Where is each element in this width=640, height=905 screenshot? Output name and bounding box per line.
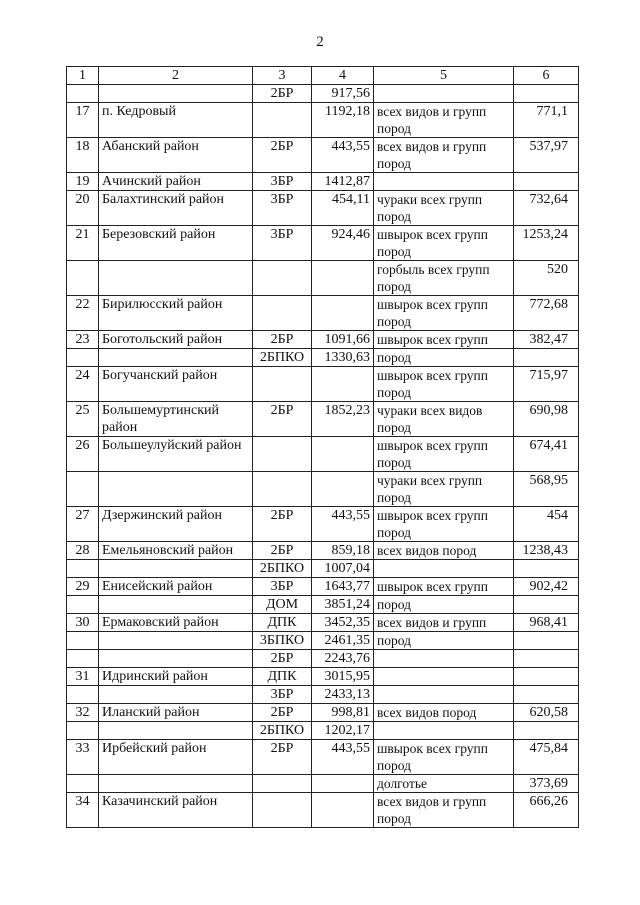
table-cell-c1: 33 [67,740,99,775]
header-cell: 4 [312,67,374,85]
table-row [67,560,579,578]
table-cell-c6 [514,85,579,103]
table-cell-c6: 771,1 [514,103,579,138]
table-cell-c2: Большемуртинский район [99,402,253,437]
table-cell-c2: Богучанский район [99,367,253,402]
table-cell-c3: 2БР [253,331,312,349]
table-cell-c3 [253,793,312,828]
table-cell-c1: 25 [67,402,99,437]
table-cell-c3: 3БР [253,173,312,191]
table-cell-c6: 520 [514,261,579,296]
table-cell-c4 [312,367,374,402]
table-cell-c1: 28 [67,542,99,560]
table-cell-c3: 2БПКО [253,560,312,578]
table-cell-c1: 21 [67,226,99,261]
table-row [67,632,579,650]
table-cell-c5: швырок всех групп пород [374,296,514,331]
table-cell-c4 [312,775,374,793]
table-cell-c3: 2БР [253,85,312,103]
tariff-table [66,66,579,828]
table-cell-c5 [374,173,514,191]
header-cell: 2 [99,67,253,85]
table-cell-c2 [99,686,253,704]
table-cell-c4: 917,56 [312,85,374,103]
table-cell-c1 [67,261,99,296]
table-cell-c4: 443,55 [312,740,374,775]
table-cell-c4: 443,55 [312,507,374,542]
header-cell: 5 [374,67,514,85]
table-cell-c6: 568,95 [514,472,579,507]
table-row [67,296,579,331]
table-cell-c4: 1852,23 [312,402,374,437]
table-cell-c6: 537,97 [514,138,579,173]
table-cell-c5: швырок всех групп пород [374,437,514,472]
table-cell-c1: 17 [67,103,99,138]
table-cell-c3: 2БПКО [253,349,312,367]
table-cell-c5: швырок всех групп пород [374,507,514,542]
table-cell-c1: 27 [67,507,99,542]
table-row [67,686,579,704]
table-row [67,614,579,632]
table-cell-c2: Иланский район [99,704,253,722]
table-cell-c6: 690,98 [514,402,579,437]
table-row [67,704,579,722]
table-cell-c4: 3015,95 [312,668,374,686]
table-cell-c5: пород [374,596,514,614]
table-cell-c1: 24 [67,367,99,402]
table-cell-c5: чураки всех групп пород [374,472,514,507]
table-cell-c2: Большеулуйский район [99,437,253,472]
table-cell-c6: 772,68 [514,296,579,331]
table-cell-c6: 1238,43 [514,542,579,560]
table-cell-c6: 968,41 [514,614,579,632]
table-cell-c1: 34 [67,793,99,828]
table-cell-c3: 3БР [253,226,312,261]
table-cell-c3: 2БПКО [253,722,312,740]
table-cell-c1: 18 [67,138,99,173]
table-cell-c5: долготье [374,775,514,793]
table-cell-c3 [253,472,312,507]
table-cell-c4: 2433,13 [312,686,374,704]
table-cell-c2: Емельяновский район [99,542,253,560]
table-row [67,775,579,793]
table-cell-c4 [312,793,374,828]
table-cell-c6: 620,58 [514,704,579,722]
table-cell-c6 [514,349,579,367]
table-cell-c6 [514,596,579,614]
table-cell-c1 [67,632,99,650]
table-cell-c2: Березовский район [99,226,253,261]
table-cell-c6: 1253,24 [514,226,579,261]
table-cell-c6: 382,47 [514,331,579,349]
table-cell-c5: всех видов пород [374,704,514,722]
table-cell-c1 [67,349,99,367]
table-cell-c2: Дзержинский район [99,507,253,542]
table-cell-c5: швырок всех групп [374,331,514,349]
table-cell-c5: швырок всех групп пород [374,740,514,775]
table-cell-c6 [514,632,579,650]
table-row [67,226,579,261]
table-cell-c5: пород [374,349,514,367]
table-cell-c3: 2БР [253,138,312,173]
table-cell-c2: Ермаковский район [99,614,253,632]
table-cell-c4: 2461,35 [312,632,374,650]
table-cell-c3 [253,261,312,296]
table-cell-c1 [67,472,99,507]
table-cell-c5: чураки всех групп пород [374,191,514,226]
table-cell-c5 [374,560,514,578]
table-cell-c1 [67,650,99,668]
table-cell-c3: 3БПКО [253,632,312,650]
table-cell-c1: 22 [67,296,99,331]
table-cell-c5 [374,668,514,686]
table-cell-c1: 23 [67,331,99,349]
table-row [67,261,579,296]
table-cell-c5: швырок всех групп пород [374,226,514,261]
table-cell-c5: всех видов и групп пород [374,793,514,828]
table-cell-c4 [312,296,374,331]
table-cell-c1: 29 [67,578,99,596]
table-cell-c5 [374,85,514,103]
table-row [67,85,579,103]
table-row [67,668,579,686]
table-cell-c4: 924,46 [312,226,374,261]
table-cell-c6: 715,97 [514,367,579,402]
table-cell-c6: 454 [514,507,579,542]
table-cell-c4: 454,11 [312,191,374,226]
table-cell-c6: 475,84 [514,740,579,775]
table-row [67,173,579,191]
table-cell-c2: Енисейский район [99,578,253,596]
table-cell-c3 [253,296,312,331]
table-cell-c2 [99,261,253,296]
table-cell-c2 [99,560,253,578]
table-row [67,578,579,596]
table-cell-c5: всех видов и групп [374,614,514,632]
table-cell-c1: 26 [67,437,99,472]
header-cell: 6 [514,67,579,85]
table-cell-c4 [312,261,374,296]
table-row [67,722,579,740]
table-cell-c3: 3БР [253,686,312,704]
table-cell-c1: 30 [67,614,99,632]
table-cell-c2 [99,775,253,793]
table-cell-c3: 2БР [253,740,312,775]
table-cell-c3: 2БР [253,507,312,542]
table-cell-c6 [514,173,579,191]
table-cell-c4: 1412,87 [312,173,374,191]
table-cell-c3: 2БР [253,402,312,437]
table-cell-c2: Балахтинский район [99,191,253,226]
table-row [67,437,579,472]
table-cell-c5: всех видов и групп пород [374,103,514,138]
table-row [67,650,579,668]
table-row [67,191,579,226]
table-cell-c1 [67,596,99,614]
table-cell-c5: пород [374,632,514,650]
table-cell-c6: 373,69 [514,775,579,793]
table-cell-c3: 2БР [253,650,312,668]
table-cell-c5: швырок всех групп [374,578,514,596]
table-cell-c6 [514,560,579,578]
table-cell-c1 [67,686,99,704]
table-cell-c3 [253,103,312,138]
table-cell-c2: Идринский район [99,668,253,686]
table-cell-c1 [67,85,99,103]
table-cell-c2 [99,722,253,740]
table-cell-c1 [67,722,99,740]
page-number: 2 [316,34,324,50]
table-cell-c4 [312,437,374,472]
table-cell-c2 [99,85,253,103]
table-cell-c5: чураки всех видов пород [374,402,514,437]
table-row [67,472,579,507]
table-row [67,793,579,828]
table-row [67,596,579,614]
table-cell-c1: 31 [67,668,99,686]
table-cell-c5 [374,686,514,704]
table-cell-c1: 20 [67,191,99,226]
table-cell-c4: 1007,04 [312,560,374,578]
table-cell-c4: 859,18 [312,542,374,560]
table-row [67,349,579,367]
table-row [67,507,579,542]
table-cell-c5: всех видов и групп пород [374,138,514,173]
table-cell-c2 [99,472,253,507]
table-cell-c4: 1091,66 [312,331,374,349]
table-header-row [67,67,579,85]
table-cell-c4 [312,472,374,507]
table-row [67,138,579,173]
table-cell-c2 [99,650,253,668]
table-cell-c3: ДОМ [253,596,312,614]
table-cell-c5 [374,722,514,740]
table-cell-c1: 19 [67,173,99,191]
table-cell-c2: Абанский район [99,138,253,173]
table-cell-c6 [514,650,579,668]
table-cell-c4: 1330,63 [312,349,374,367]
table-cell-c3: 2БР [253,542,312,560]
table-cell-c6 [514,668,579,686]
table-cell-c3 [253,437,312,472]
table-cell-c1: 32 [67,704,99,722]
table-cell-c2: Бирилюсский район [99,296,253,331]
header-cell: 3 [253,67,312,85]
table-cell-c5: горбыль всех групп пород [374,261,514,296]
table-cell-c4: 998,81 [312,704,374,722]
table-cell-c2: Казачинский район [99,793,253,828]
table-cell-c2: Ачинский район [99,173,253,191]
header-cell: 1 [67,67,99,85]
table-cell-c3: ДПК [253,614,312,632]
table-row [67,103,579,138]
table-cell-c4: 1192,18 [312,103,374,138]
table-cell-c5 [374,650,514,668]
table-cell-c3: 2БР [253,704,312,722]
table-cell-c4: 443,55 [312,138,374,173]
table-cell-c1 [67,560,99,578]
table-cell-c5: всех видов пород [374,542,514,560]
table-row [67,740,579,775]
table-cell-c4: 1202,17 [312,722,374,740]
table-cell-c5: швырок всех групп пород [374,367,514,402]
table-cell-c2 [99,596,253,614]
table-cell-c6 [514,686,579,704]
table-cell-c3 [253,367,312,402]
table-cell-c3: ДПК [253,668,312,686]
table-row [67,402,579,437]
table-cell-c6: 666,26 [514,793,579,828]
table-cell-c6: 674,41 [514,437,579,472]
table-cell-c2 [99,349,253,367]
table-cell-c4: 3851,24 [312,596,374,614]
table-row [67,331,579,349]
table-cell-c6: 732,64 [514,191,579,226]
table-row [67,542,579,560]
table-cell-c2: Боготольский район [99,331,253,349]
table-cell-c2 [99,632,253,650]
table-cell-c4: 1643,77 [312,578,374,596]
table-cell-c4: 3452,35 [312,614,374,632]
table-cell-c3 [253,775,312,793]
table-cell-c1 [67,775,99,793]
table-cell-c3: 3БР [253,191,312,226]
table-cell-c2: п. Кедровый [99,103,253,138]
table-cell-c6 [514,722,579,740]
table-row [67,367,579,402]
table-cell-c6: 902,42 [514,578,579,596]
table-cell-c4: 2243,76 [312,650,374,668]
table-cell-c2: Ирбейский район [99,740,253,775]
table-cell-c3: 3БР [253,578,312,596]
